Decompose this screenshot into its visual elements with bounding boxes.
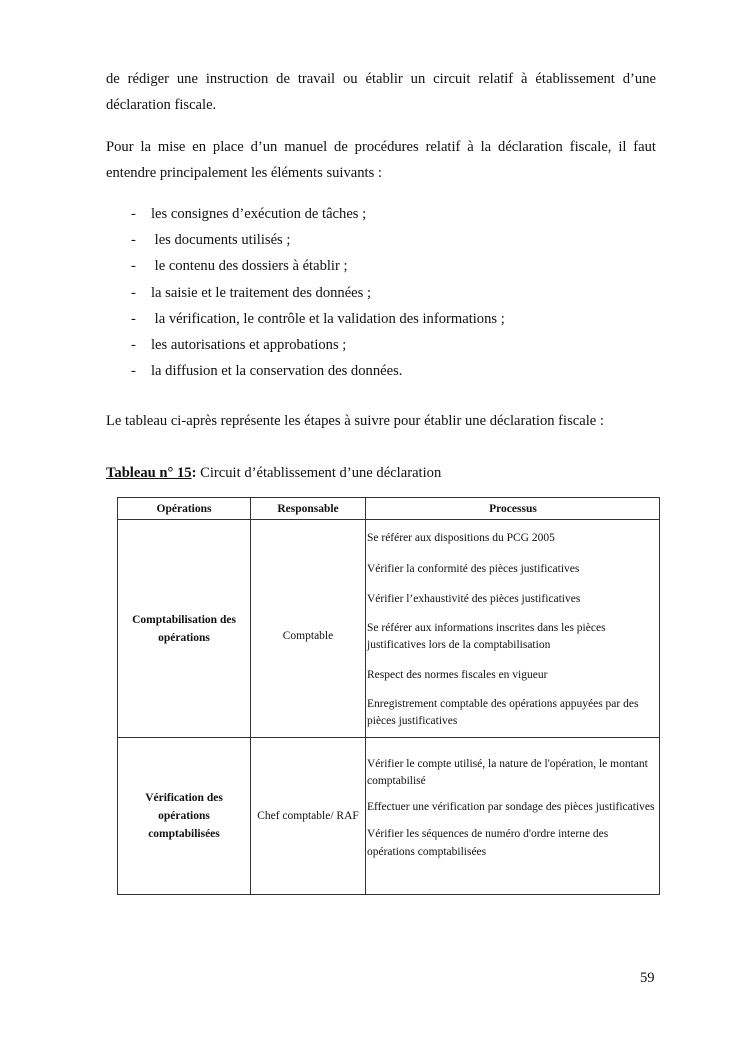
list-item: [131, 306, 505, 332]
row2-process-step: Effectuer une vérification par sondage des pièces justificatives: [367, 801, 655, 813]
procedure-table: [117, 497, 660, 895]
row2-operation-line: Vérification des: [145, 792, 223, 804]
row2-operation-line: opérations: [158, 810, 210, 822]
list-dash: -: [131, 284, 136, 301]
header-operations: Opérations: [156, 503, 212, 515]
caption-label: Tableau n° 15: [106, 465, 192, 481]
row1-operation-line: opérations: [158, 631, 210, 644]
header-responsable: Responsable: [277, 503, 339, 515]
list-item: [131, 253, 505, 279]
row2-process-step: Vérifier le compte utilisé, la nature de l'opération, le montant: [367, 758, 648, 770]
list-item-text: les autorisations et approbations ;: [151, 336, 347, 353]
list-item: [131, 201, 505, 227]
list-item: [131, 332, 505, 358]
caption-colon: :: [191, 465, 197, 481]
intro-line-2: déclaration fiscale.: [106, 97, 217, 113]
list-item-text: les consignes d’exécution de tâches ;: [151, 206, 367, 222]
list-dash: -: [131, 336, 136, 353]
row1-process-step: Enregistrement comptable des opérations appuyées par des: [367, 698, 639, 710]
header-processus: Processus: [489, 503, 537, 515]
intro-line-1: de rédiger une instruction de travail ou établir un circuit relatif à établissement d’une: [106, 71, 656, 87]
row2-process-step: Vérifier les séquences de numéro d'ordre interne des: [367, 828, 609, 840]
row1-responsable: Comptable: [282, 630, 334, 642]
row2-process-step: opérations comptabilisées: [367, 846, 487, 858]
elements-list: [131, 201, 505, 384]
list-dash: -: [131, 232, 136, 249]
paragraph-table-intro: Le tableau ci-après représente les étapes à suivre pour établir une déclaration fiscale :: [106, 413, 604, 429]
list-item-text: la saisie et le traitement des données ;: [151, 284, 372, 301]
row1-process-step: pièces justificatives: [367, 715, 458, 727]
row1-process-step: justificatives lors de la comptabilisation: [367, 639, 551, 651]
list-dash: -: [131, 258, 136, 275]
list-item: [131, 358, 505, 384]
row1-operation: [118, 520, 250, 737]
list-dash: -: [131, 206, 136, 222]
list-item: [131, 227, 505, 253]
intro-paragraph: [106, 66, 656, 118]
row2-operation-line: comptabilisées: [148, 828, 220, 840]
column-divider: [365, 498, 366, 894]
row2-process-step: comptabilisé: [367, 775, 426, 787]
row1-process-step: Vérifier la conformité des pièces justificatives: [367, 563, 580, 575]
paragraph2-line-1: Pour la mise en place d’un manuel de procédures relatif à la déclaration fiscale, il faut: [106, 139, 656, 155]
caption-text: Circuit d’établissement d’une déclaration: [196, 465, 442, 481]
list-item: [131, 280, 505, 306]
list-dash: -: [131, 363, 136, 380]
page-number: 59: [640, 970, 655, 986]
row2-operation: [118, 738, 250, 894]
list-item-text: la diffusion et la conservation des données.: [151, 363, 403, 380]
row1-process-step: Vérifier l’exhaustivité des pièces justificatives: [367, 593, 581, 605]
list-item-text: les documents utilisés ;: [151, 232, 291, 249]
row1-process-step: Se référer aux informations inscrites dans les pièces: [367, 622, 606, 634]
table-caption: [106, 460, 441, 486]
list-item-text: le contenu des dossiers à établir ;: [151, 258, 348, 275]
row1-operation-line: Comptabilisation des: [132, 613, 236, 626]
paragraph2-line-2: entendre principalement les éléments suivants :: [106, 165, 382, 181]
list-item-text: la vérification, le contrôle et la validation des informations ;: [151, 310, 505, 327]
paragraph-procedures: [106, 134, 656, 186]
row1-process-step: Se référer aux dispositions du PCG 2005: [367, 532, 555, 544]
list-dash: -: [131, 310, 136, 327]
row2-responsable: Chef comptable/ RAF: [257, 810, 359, 822]
row1-process-step: Respect des normes fiscales en vigueur: [367, 669, 548, 681]
